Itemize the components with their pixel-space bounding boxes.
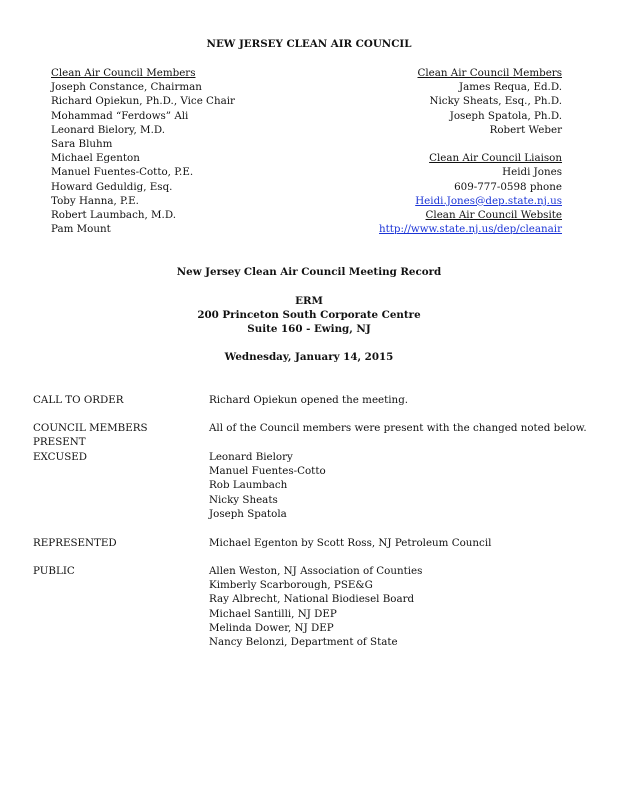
- members-present-text: All of the Council members were present with the changed noted below.: [209, 422, 587, 434]
- right-members-heading: Clean Air Council Members: [417, 67, 562, 79]
- member-name: Pam Mount: [51, 223, 111, 236]
- member-name: Joseph Constance, Chairman: [51, 81, 202, 94]
- liaison-name: Heidi Jones: [502, 166, 562, 179]
- member-name: Joseph Spatola, Ph.D.: [449, 109, 562, 122]
- member-name: Richard Opiekun, Ph.D., Vice Chair: [51, 95, 235, 108]
- left-members-heading: Clean Air Council Members: [51, 67, 196, 79]
- venue-name: ERM: [295, 295, 323, 307]
- meeting-date: Wednesday, January 14, 2015: [224, 351, 394, 363]
- council-title: NEW JERSEY CLEAN AIR COUNCIL: [206, 38, 412, 50]
- left-members-column: [51, 66, 311, 236]
- excused-name: Rob Laumbach: [209, 479, 288, 492]
- venue-block: [0, 294, 618, 337]
- member-name: Robert Laumbach, M.D.: [51, 208, 176, 221]
- member-name: Manuel Fuentes-Cotto, P.E.: [51, 166, 194, 179]
- venue-suite: Suite 160 - Ewing, NJ: [247, 323, 371, 336]
- public-attendee: Kimberly Scarborough, PSE&G: [209, 579, 373, 592]
- member-name: Mohammad “Ferdows” Ali: [51, 109, 189, 122]
- excused-list: [209, 450, 599, 521]
- member-name: Leonard Bielory, M.D.: [51, 123, 166, 136]
- member-name: Michael Egenton: [51, 152, 140, 165]
- public-list: [209, 564, 599, 649]
- represented-label: REPRESENTED: [33, 537, 117, 549]
- public-attendee: Michael Santilli, NJ DEP: [209, 607, 337, 620]
- member-name: Nicky Sheats, Esq., Ph.D.: [429, 95, 562, 108]
- meeting-record-title: New Jersey Clean Air Council Meeting Record: [176, 266, 442, 278]
- liaison-phone: 609-777-0598 phone: [454, 180, 562, 193]
- member-name: James Requa, Ed.D.: [459, 81, 562, 94]
- member-name: Toby Hanna, P.E.: [51, 194, 139, 207]
- right-members-column: [282, 66, 562, 236]
- member-name: Howard Geduldig, Esq.: [51, 180, 173, 193]
- liaison-email-link[interactable]: Heidi.Jones@dep.state.nj.us: [415, 194, 562, 207]
- public-attendee: Nancy Belonzi, Department of State: [209, 635, 398, 648]
- excused-name: Manuel Fuentes-Cotto: [209, 465, 326, 478]
- public-label: PUBLIC: [33, 565, 75, 577]
- excused-name: Leonard Bielory: [209, 451, 293, 463]
- member-name: Robert Weber: [489, 123, 562, 136]
- members-present-label: COUNCIL MEMBERS PRESENT: [33, 422, 148, 448]
- call-to-order-label: CALL TO ORDER: [33, 394, 124, 406]
- call-to-order-text: Richard Opiekun opened the meeting.: [209, 394, 409, 406]
- excused-label: EXCUSED: [33, 451, 88, 463]
- excused-name: Joseph Spatola: [209, 507, 287, 520]
- represented-text: Michael Egenton by Scott Ross, NJ Petroleum Council: [209, 537, 492, 549]
- excused-name: Nicky Sheats: [209, 493, 278, 506]
- venue-address: 200 Princeton South Corporate Centre: [197, 309, 421, 322]
- liaison-heading: Clean Air Council Liaison: [429, 152, 562, 165]
- website-heading: Clean Air Council Website: [425, 208, 562, 221]
- public-attendee: Ray Albrecht, National Biodiesel Board: [209, 593, 415, 606]
- public-attendee: Allen Weston, NJ Association of Counties: [209, 565, 423, 577]
- public-attendee: Melinda Dower, NJ DEP: [209, 621, 334, 634]
- member-name: Sara Bluhm: [51, 137, 113, 150]
- website-link[interactable]: http://www.state.nj.us/dep/cleanair: [379, 223, 562, 236]
